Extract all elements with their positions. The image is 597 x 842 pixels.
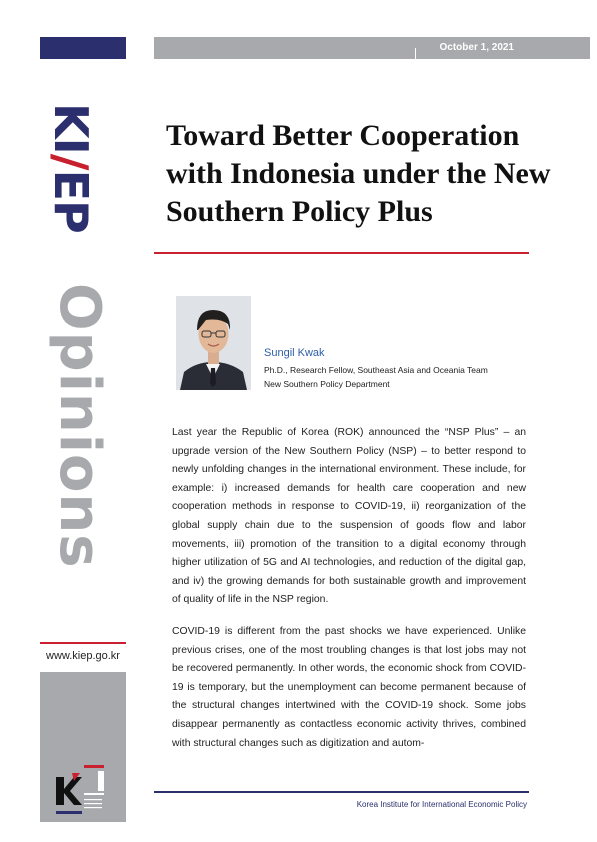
kiep-emblem-logo	[54, 763, 112, 815]
footer-divider	[154, 791, 529, 793]
kiep-logo-vertical	[44, 103, 98, 243]
author-photo	[176, 296, 251, 390]
kiep-logo-prefix: KI	[44, 103, 98, 154]
page-title: Toward Better Cooperation with Indonesia under the New Southern Policy Plus	[166, 119, 551, 228]
header-divider	[415, 48, 416, 59]
kiep-logo-suffix: EP	[44, 169, 98, 233]
publication-date: October 1, 2021	[439, 42, 514, 53]
header-gray-bar	[154, 37, 590, 59]
author-name: Sungil Kwak	[264, 347, 325, 359]
series-name-vertical: Opinions	[47, 283, 112, 569]
footer-organization: Korea Institute for International Economic Policy	[356, 800, 527, 809]
website-link[interactable]: www.kiep.go.kr	[46, 650, 120, 662]
author-department: New Southern Policy Department	[264, 379, 390, 389]
body-paragraph-2: COVID-19 is different from the past shocks we have experienced. Unlike previous crises, one of the most troubling changes is that lost jobs may not be recovered permanently. In other words, the economic shock from COVID-19 is temporary, but the unemployment can become permanent because of the structural changes intertwined with the COVID-19 shock. Some jobs disappear permanently as contactless economic activity thrives, combined with structural changes such as digitization and autom-	[172, 626, 526, 749]
author-position: Ph.D., Research Fellow, Southeast Asia and Oceania Team	[264, 365, 488, 375]
sidebar-red-rule	[40, 642, 126, 644]
title-divider	[154, 252, 529, 254]
header-blue-bar	[40, 37, 126, 59]
body-paragraph-1: Last year the Republic of Korea (ROK) announced the “NSP Plus” – an upgrade version of the New Southern Policy (NSP) – to better respond to newly unfolding changes in the international environment. These include, for example: i) increased demands for health care cooperation and new cooperation methods in response to COVID-19, ii) reorganization of the global supply chain due to the suspension of goods flow and labor movements, iii) promotion of the transition to a digital economy through higher utilization of 5G and AI technologies, and reduction of the digital gap, and iv) the growing demands for both sustainable growth and improvement of quality of life in the NSP region.	[172, 427, 526, 606]
kiep-logo-slash: /	[44, 153, 98, 170]
